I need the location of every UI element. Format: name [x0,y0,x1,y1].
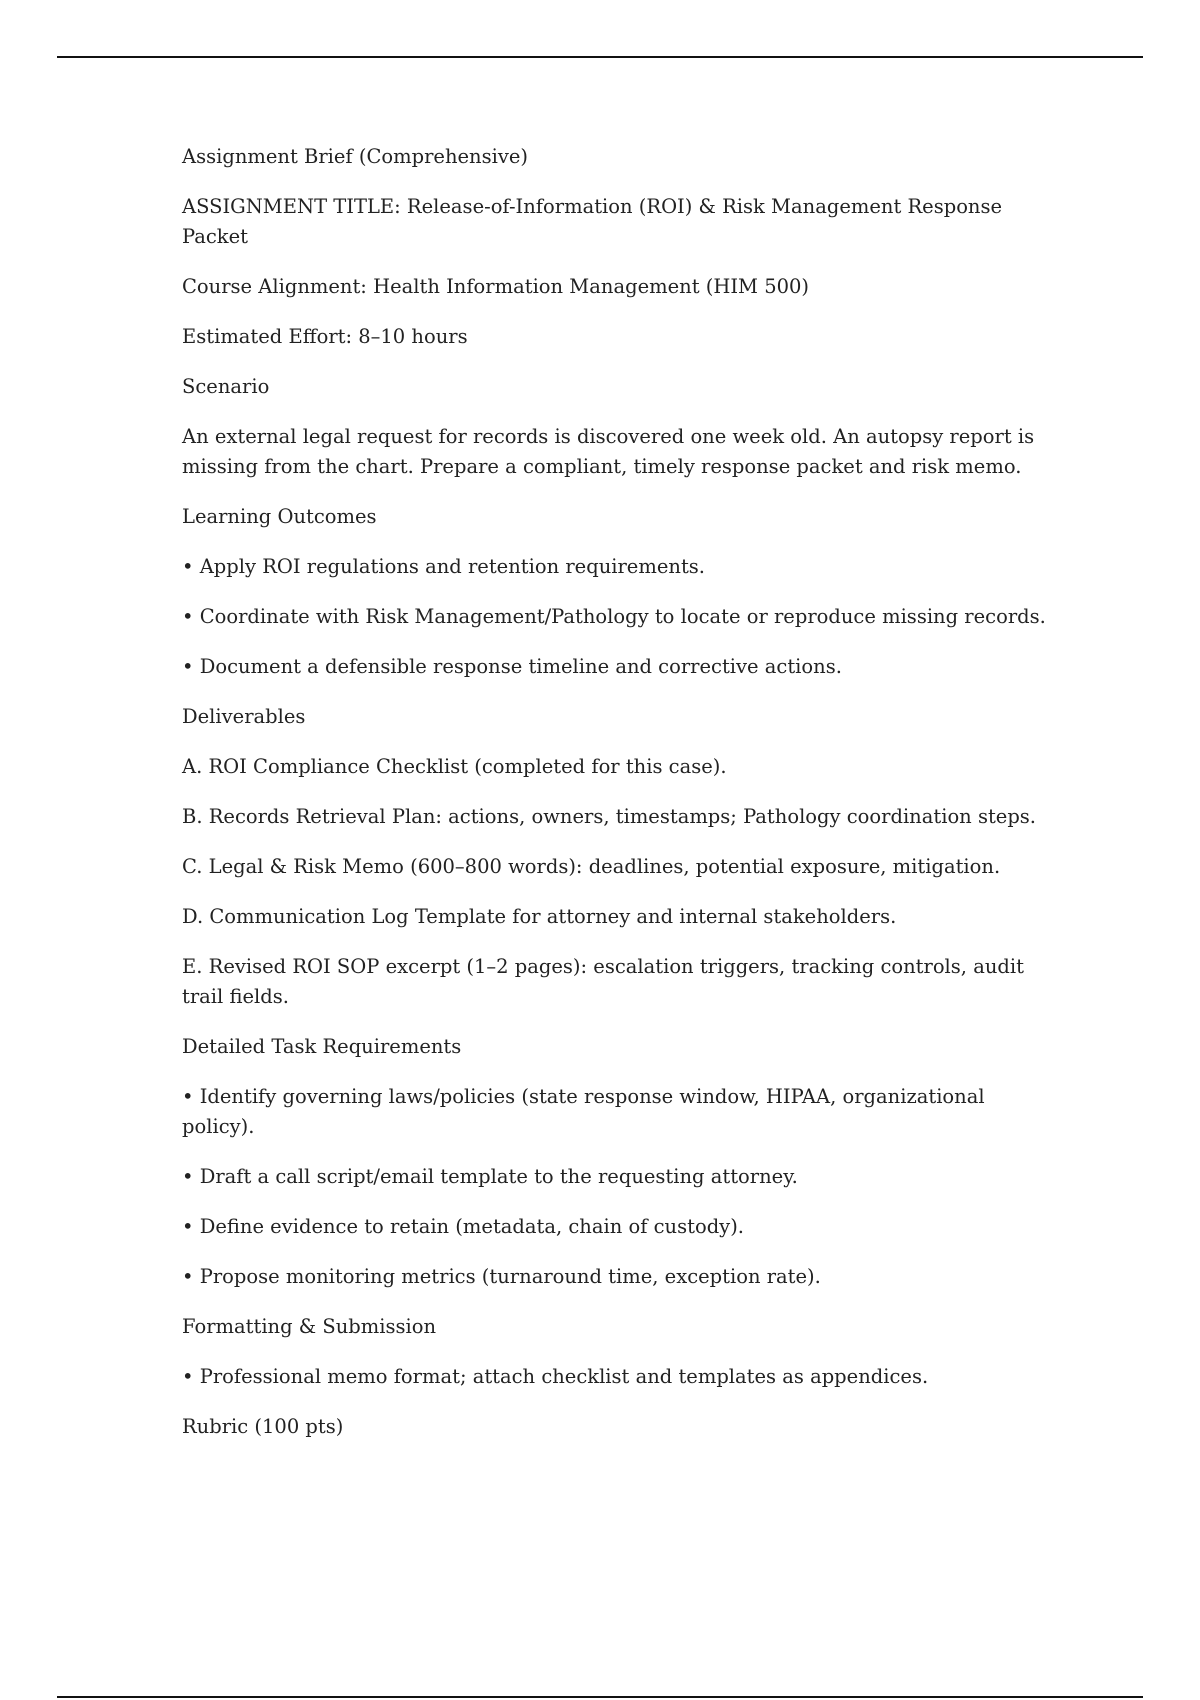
estimated-effort: Estimated Effort: 8–10 hours [182,325,468,348]
task-item: • Define evidence to retain (metadata, chain of custody). [182,1212,1062,1242]
learning-outcome-item: • Coordinate with Risk Management/Pathology to locate or reproduce missing records. [182,602,1062,632]
deliverable-item: A. ROI Compliance Checklist (completed for this case). [182,755,727,778]
formatting-heading: Formatting & Submission [182,1315,437,1338]
formatting-item: • Professional memo format; attach checklist and templates as appendices. [182,1362,1062,1392]
learning-outcome-item: • Document a defensible response timeline and corrective actions. [182,652,1062,682]
deliverables-heading: Deliverables [182,705,306,728]
assignment-title: ASSIGNMENT TITLE: Release-of-Information (ROI) & Risk Management Response Packet [182,195,1003,248]
rubric-heading: Rubric (100 pts) [182,1415,344,1438]
task-item: • Identify governing laws/policies (state response window, HIPAA, organizational policy). [182,1082,1062,1142]
learning-outcomes-heading: Learning Outcomes [182,505,377,528]
scenario-text: An external legal request for records is discovered one week old. An autopsy report is missing from the chart. Prepare a compliant, timely response packet and risk memo. [182,425,1035,478]
scenario-heading: Scenario [182,375,270,398]
detailed-tasks-heading: Detailed Task Requirements [182,1035,462,1058]
course-alignment: Course Alignment: Health Information Management (HIM 500) [182,275,810,298]
brief-heading: Assignment Brief (Comprehensive) [182,145,529,168]
header-rule [57,56,1143,58]
task-item: • Propose monitoring metrics (turnaround time, exception rate). [182,1262,1062,1292]
learning-outcome-item: • Apply ROI regulations and retention requirements. [182,552,1062,582]
deliverable-item: E. Revised ROI SOP excerpt (1–2 pages): escalation triggers, tracking controls, audit trail fields. [182,955,1024,1008]
task-item: • Draft a call script/email template to the requesting attorney. [182,1162,1062,1192]
deliverable-item: D. Communication Log Template for attorney and internal stakeholders. [182,905,897,928]
deliverable-item: C. Legal & Risk Memo (600–800 words): deadlines, potential exposure, mitigation. [182,855,1001,878]
document-body [182,142,1062,1462]
deliverable-item: B. Records Retrieval Plan: actions, owners, timestamps; Pathology coordination steps. [182,805,1037,828]
footer-rule [57,1696,1143,1698]
